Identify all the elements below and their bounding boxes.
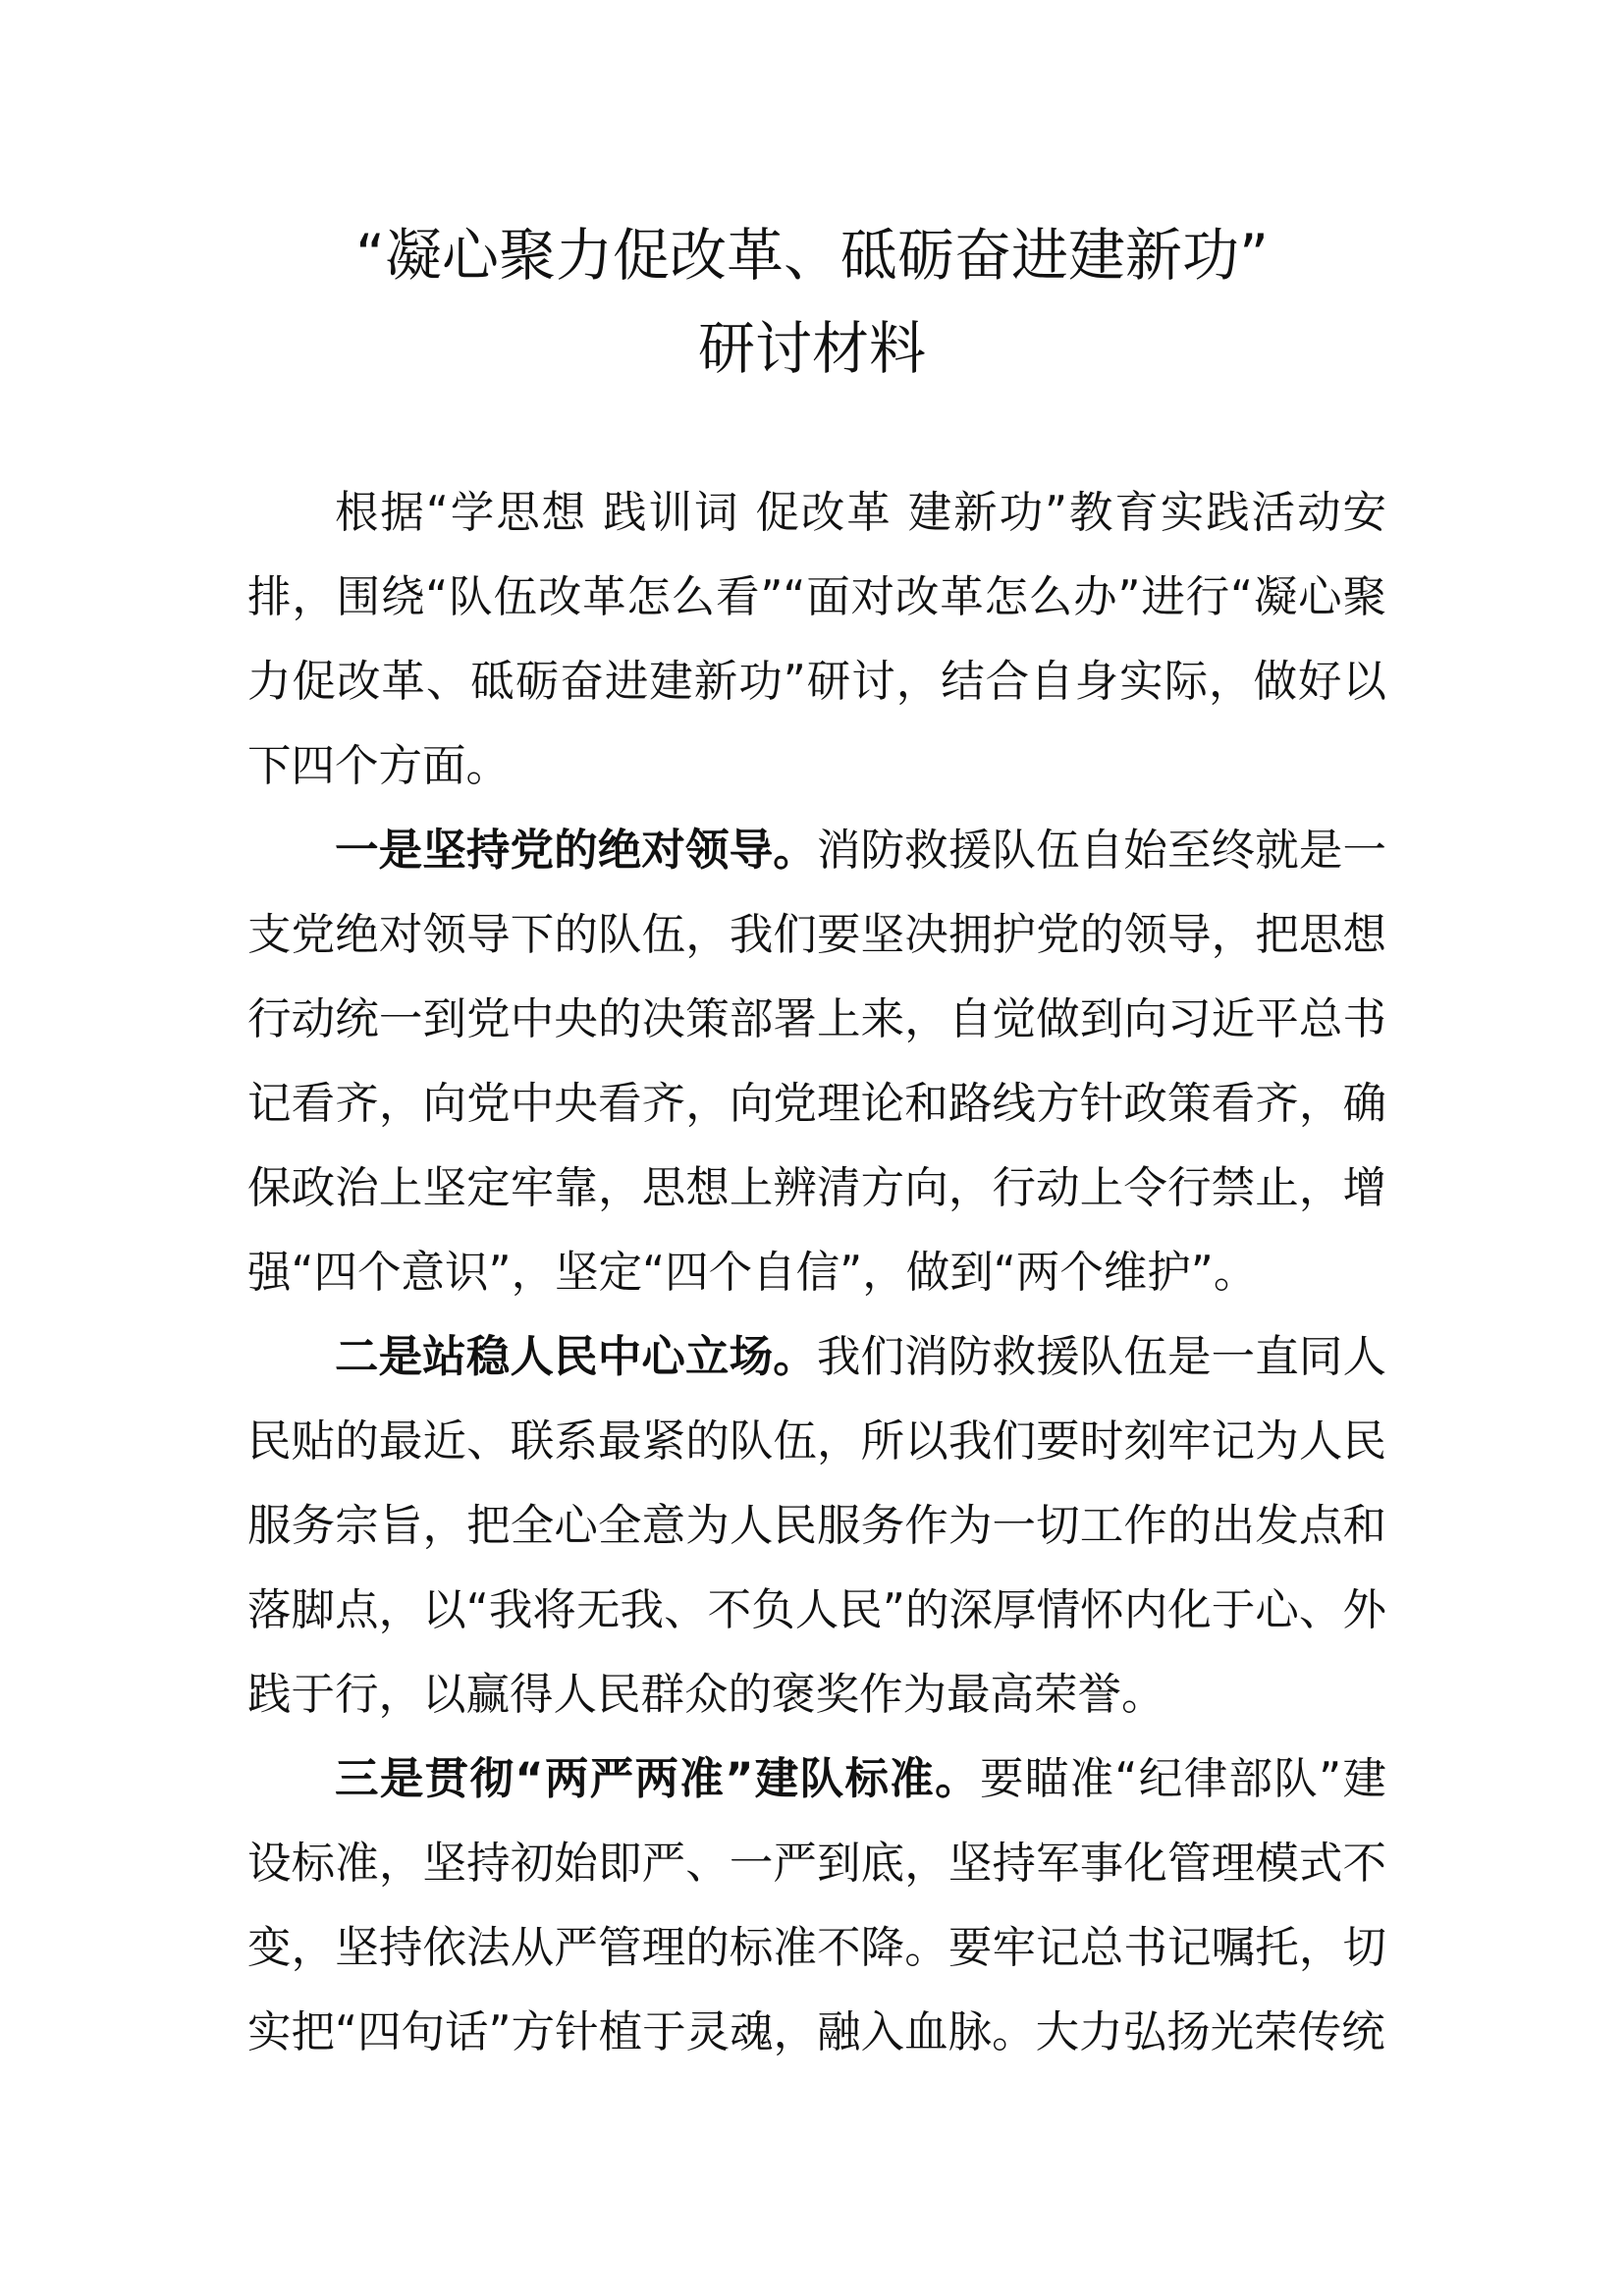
section-1-lead: 一是坚持党的绝对领导。 <box>335 826 817 876</box>
intro-paragraph: 根据“学思想 践训词 促改革 建新功”教育实践活动安排，围绕“队伍改革怎么看”“面对改革怎么办”进行“凝心聚力促改革、砥砺奋进建新功”研讨，结合自身实际，做好以下四个方面。 <box>247 488 1386 791</box>
section-paragraph-2 <box>247 1315 1386 1737</box>
section-2-text: 我们消防救援队伍是一直同人民贴的最近、联系最紧的队伍，所以我们要时刻牢记为人民服务宗旨，把全心全意为人民服务作为一切工作的出发点和落脚点，以“我将无我、不负人民”的深厚情怀内化于心、外践于行，以赢得人民群众的褒奖作为最高荣誉。 <box>247 1332 1386 1720</box>
section-3-lead: 三是贯彻“两严两准”建队标准。 <box>335 1754 980 1804</box>
section-paragraph-1 <box>247 809 1386 1315</box>
document-title-line-1: “凝心聚力促改革、砥砺奋进建新功” <box>354 222 1270 289</box>
section-3-text: 要瞄准“纪律部队”建设标准，坚持初始即严、一严到底，坚持军事化管理模式不变，坚持依法从严管理的标准不降。要牢记总书记嘱托，切实把“四句话”方针植于灵魂，融入血脉。大力弘扬光荣传统 <box>247 1754 1387 2057</box>
section-1-text: 消防救援队伍自始至终就是一支党绝对领导下的队伍，我们要坚决拥护党的领导，把思想行动统一到党中央的决策部署上来，自觉做到向习近平总书记看齐，向党中央看齐，向党理论和路线方针政策看齐，确保政治上坚定牢靠，思想上辨清方向，行动上令行禁止，增强“四个意识”，坚定“四个自信”，做到“两个维护”。 <box>247 826 1386 1298</box>
section-2-lead: 二是站稳人民中心立场。 <box>335 1332 817 1382</box>
section-paragraph-3 <box>247 1737 1386 2075</box>
document-body <box>247 471 1386 2075</box>
document-title-line-2: 研讨材料 <box>697 315 926 382</box>
